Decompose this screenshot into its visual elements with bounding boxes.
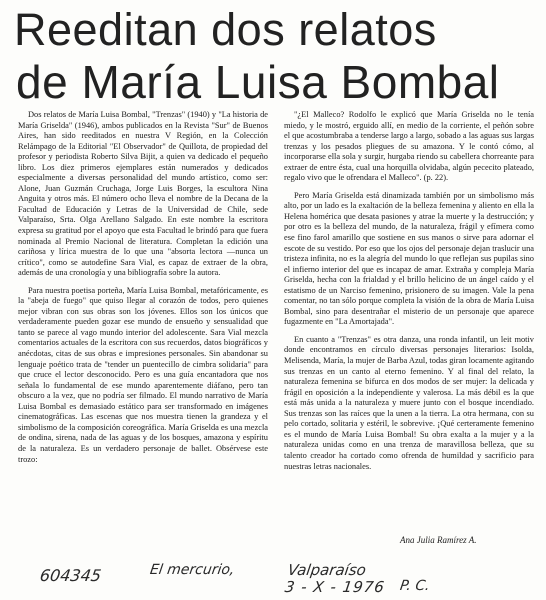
handwritten-annotation — [0, 560, 546, 600]
initials-tag: P. C. — [398, 578, 431, 594]
paragraph: Dos relatos de María Luisa Bombal, "Trenzas" (1940) y "La historia de María Griselda" (1946), ambos publicados en la Revista "Sur" de Buenos Aires, han sido reeditados en nuestra V Región, en la Colección Relámpago de la Editorial "El Observador" de Quillota, de propiedad del profesor y periodista Roberto Silva Bijit, a quien va dedicado el pequeño libro. Los diez primeros ejemplares están numerados y dedicados especialmente a diversas personalidad del mundo artístico, como ser: Alone, Juan Guzmán Cruchaga, Jorge Luis Borges, la escultora Nina Anguita y otros más. El número ocho lleva el nombre de la Decana de la Facultad de Educación y Letras de la Universidad de Chile, sede Valparaíso, Srta. Olga Arellano Salgado. En este nombre la escritora expresa su gratitud por el apoyo que esta Facultad le brindó para que fuera nominada al Premio Nacional de literatura. Completan la edición una cariñosa y lírica muestra de lo que una "absorta lectora —nunca un crítico", como se autodefine Sara Vial, es capaz de extraer de la obra, además de una cronología y una bibliografía sobre la autora. — [18, 110, 268, 278]
paragraph: Para nuestra poetisa porteña, María Luisa Bombal, metafóricamente, es la "abeja de fuego" que quiso llegar al corazón de todos, pero quienes mejor vibran con sus obras son los jóvenes. Ellos son los únicos que verdaderamente pueden gozar ese mundo de ensueño y sensualidad que tanto se parece al vago mundo interior del adolescente. Sara Vial mezcla comentarios actuales de la escritora con sus recuerdos, datos biográficos y anécdotas, citas de sus obras e impresiones personales. Sin abandonar su lenguaje poético trata de "tender un puentecillo de cimbra solidaria" para que cruce el lector desconocido. Pero es una guía encantadora que nos señala lo fundamental de ese mundo aparentemente diáfano, pero tan obscuro a la vez, que no podría ser filmado. El mundo narrativo de María Luisa Bombal es demasiado estático para ser transformado en imágenes cinematográficas. Las escenas que nos muestra tienen la grandeza y el simbolismo de la composición coreográfica. María Griselda es una mezcla de ondina, sirena, nada de las aguas y de los bosques, amazona y espíritu de la naturaleza. Es un verdadero personaje de ballet. Obsérvese este trozo: — [18, 285, 268, 464]
source-city: Valparaíso — [286, 561, 368, 579]
publication-date: 3 - X - 1976 — [283, 578, 387, 596]
archive-code: 604345 — [38, 566, 103, 585]
headline — [14, 4, 534, 108]
paragraph: "¿El Malleco? Rodolfo le explicó que María Griselda no le tenía miedo, y le mostró, erguido allí, en medio de la corriente, el peñón sobre el que acostumbraba a tenderse largo a largo, sobado a las aguas sus largas trenzas y los pesados pliegues de su amazona. Y le contó cómo, al incorporarse ella sola y surgir, hurgaba riendo su cabellera chorreante para extraer de entre ésta, cual una horquilla olvidaba, algún pececito plateado, regalo vivo que le ofrendara el Malleco". (p. 22). — [284, 110, 534, 183]
headline-line-2: de María Luisa Bombal — [16, 56, 500, 108]
paragraph: En cuanto a "Trenzas" es otra danza, una ronda infantil, un leit motiv donde encontramos en círculo diversas personajes literarios: Isolda, Melisenda, María, la mujer de Barba Azul, todas giran locamente agitando sus trenzas en un canto al eterno femenino. Y al final del relato, la naturaleza femenina se bifurca en dos modos de ser mujer: la delicada y frágil en oposición a la independiente y valerosa. La más débil es la que está más unida a la naturaleza y muere junto con el bosque incendiado. Sus trenzas son las raíces que la unen a la tierra. La otra hermana, con su pelo cortado, solitaria y estéril, le sobrevive. ¡Qué certeramente femenino es el mundo de María Luisa Bombal! Su obra exalta a la mujer y a la naturaleza unidas como en una trenza de maravillosa belleza, que su talento creador ha cortado como ofrenda de humildad y sacrificio para nuestras letras nacionales. — [284, 334, 534, 471]
article-right-column — [284, 110, 534, 479]
headline-line-1: Reeditan dos relatos — [14, 4, 437, 55]
source-newspaper: El mercurio, — [148, 562, 236, 578]
article-left-column — [18, 110, 268, 472]
author-byline: Ana Julia Ramírez A. — [400, 535, 477, 545]
paragraph: Pero María Griselda está dinamizada también por un simbolismo más alto, por un lado es la exaltación de la belleza femenina y aliento en ella la Helena homérica que desata pasiones y atrae la muerte y la destrucción; y por otro es la belleza del mundo, de la naturaleza, frágil y efímera como ese fino farol amarillo que sostiene en sus manos o sirve para adornar el escote de su vestido. Por eso que los ojos del personaje dejan traslucir una tristeza infinita, no es la alegría del mundo lo que reflejan sus pupilas sino el infierno interior del que es incapaz de amar. Extraña y compleja María Griselda, hecha con la frialdad y el brillo helicino de un ángel caído y el estatismo de un Narciso femenino, prisionero de su imagen. Vale la pena comentar, no tan sólo porque completa la visión de la obra de María Luisa Bombal, sino para desentrañar el misterio de un personaje que aparece fugazmente en "La Amortajada". — [284, 190, 534, 327]
